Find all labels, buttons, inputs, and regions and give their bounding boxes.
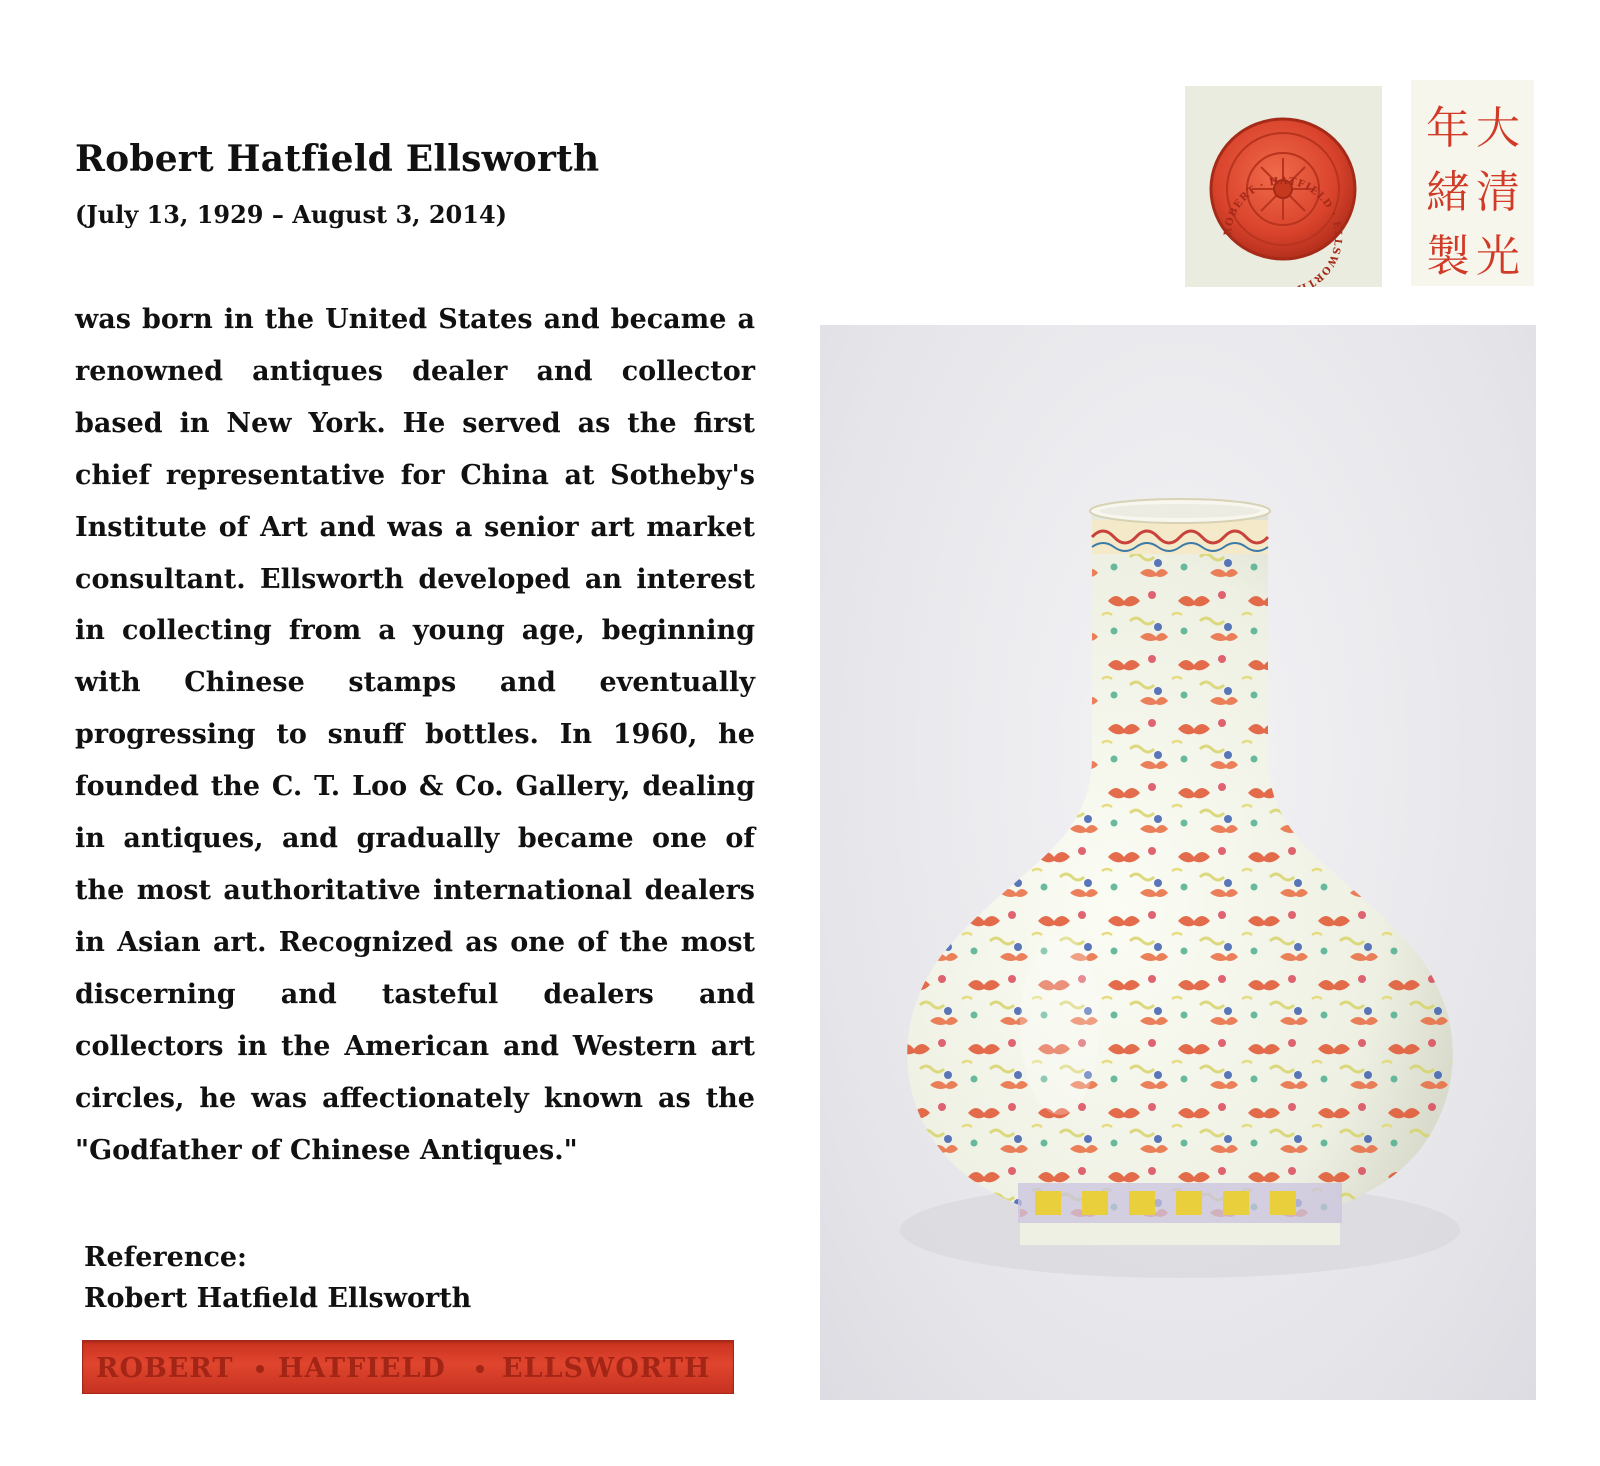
reign-mark-char: 光 [1476,231,1520,282]
page-title: Robert Hatfield Ellsworth [75,138,600,180]
stamp-strip-image [82,1340,734,1394]
reference-name: Robert Hatfield Ellsworth [84,1283,472,1314]
reign-mark-char: 緒 [1426,167,1470,218]
name-stamp-strip [82,1340,734,1394]
vase-image [820,325,1536,1400]
svg-text:ROBERT · HATFIELD · ELLSWORTH: ROBERT · HATFIELD · ELLSWORT [1222,175,1344,287]
life-dates: (July 13, 1929 – August 3, 2014) [75,200,508,229]
svg-text:HATFIELD: HATFIELD [278,1353,446,1384]
reign-mark-char: 年 [1426,103,1470,154]
reign-mark-photo [1411,80,1534,286]
reference-label: Reference: [84,1242,248,1273]
svg-text:ELLSWORTH: ELLSWORTH [502,1353,711,1384]
reign-mark-characters [1423,92,1523,282]
biography-text: was born in the United States and became a renowned antiques dealer and collector based in New York. He served as the first chief representative for China at Sotheby's Institute of Art and was a senior art market consultant. Ellsworth developed an interest in collecting from a young age, beginning with Chinese stamps and eventually progressing to snuff bottles. In 1960, he founded the C. T. Loo & Co. Gallery, dealing in antiques, and gradually became one of the most authoritative international dealers in Asian art. Recognized as one of the most discerning and tasteful dealers and collectors in the American and Western art circles, he was affectionately known as the "Godfather of Chinese Antiques." [75,304,755,1166]
vase-photo [820,325,1536,1400]
svg-text:ROBERT: ROBERT [96,1353,234,1384]
wax-seal-photo [1185,86,1382,287]
wax-seal-icon [1185,86,1382,287]
reign-mark-char: 製 [1426,231,1470,282]
reign-mark-char: 清 [1476,167,1520,218]
reign-mark-char: 大 [1476,103,1520,154]
